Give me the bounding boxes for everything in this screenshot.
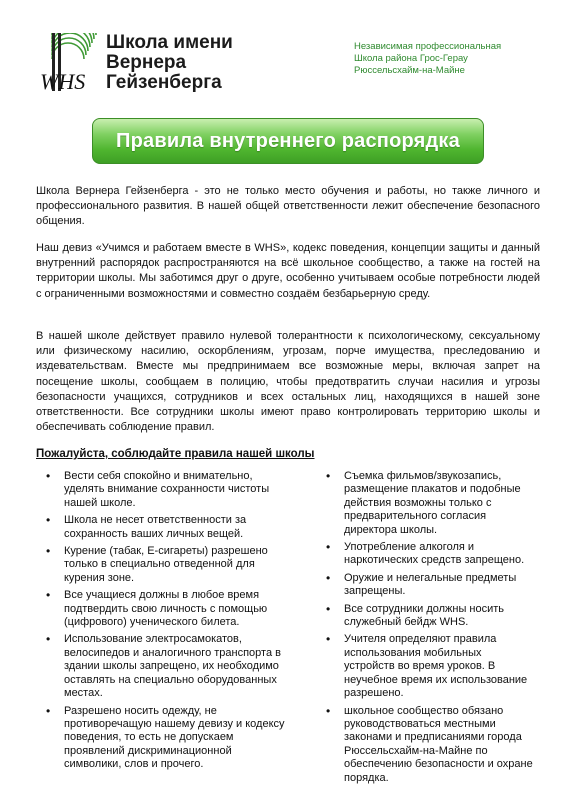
- zero-tolerance-paragraph: В нашей школе действует правило нулевой толерантности к психологическому, сексуальному или физическому насилию, оскорблениям, угрозам, порче имущества, преследованию и издевательствам. Вместе мы предпринимаем все возможные меры, включая запрет на посещение школы, сообщаем в полицию, чтобы предотвратить случаи насилия и угрозы безопасности учащихся, сотрудников и всех остальных лиц, находящихся в нашей зоне ответственности. Все сотрудники школы имеют право контролировать территорию школы и обеспечивать соблюдение правил.: [36, 330, 540, 434]
- rules-list-right: [326, 470, 534, 789]
- svg-text:WHS: WHS: [40, 69, 86, 93]
- subtitle-line-2: Школа района Грос-Герау: [354, 53, 468, 64]
- rule-item: • Курение (табак, Е-сигареты) разрешено только в специально отведенной для курения зоне.: [46, 545, 286, 585]
- rule-item: • Использование электросамокатов, велосипедов и аналогичного транспорта в здании школы запрещено, их необходимо оставлять на специально оборудованных местах.: [46, 633, 286, 700]
- school-name: [106, 33, 233, 93]
- rule-item: • Съемка фильмов/звукозапись, размещение плакатов и подобные действия возможны только с предварительного согласия директора школы.: [326, 470, 534, 537]
- rule-item: • Все учащиеся должны в любое время подтвердить свою личность с помощью (цифрового) ученического билета.: [46, 589, 286, 629]
- rule-item: • Вести себя спокойно и внимательно, уделять внимание сохранности чистоты нашей школе.: [46, 470, 286, 510]
- school-name-line-2: Вернера: [106, 52, 187, 73]
- rule-item: • Оружие и нелегальные предметы запрещены.: [326, 572, 534, 599]
- rules-list-left: [46, 470, 286, 776]
- subtitle-line-1: Независимая профессиональная: [354, 41, 502, 52]
- school-logo: [38, 33, 102, 93]
- rule-item: • Употребление алкоголя и наркотических средств запрещено.: [326, 541, 534, 568]
- page-title: Правила внутреннего распорядка: [116, 129, 460, 152]
- subtitle-line-3: Рюссельсхайм-на-Майне: [354, 65, 465, 76]
- title-banner: [92, 118, 484, 164]
- school-name-line-3: Гейзенберга: [106, 72, 222, 93]
- school-name-line-1: Школа имени: [106, 32, 233, 53]
- rule-item: • Школа не несет ответственности за сохранность ваших личных вещей.: [46, 514, 286, 541]
- school-subtitle: [354, 41, 501, 77]
- rule-item: • Все сотрудники должны носить служебный бейдж WHS.: [326, 603, 534, 630]
- rules-heading: Пожалуйста, соблюдайте правила нашей школы: [36, 448, 315, 460]
- rule-item: • Разрешено носить одежду, не противоречащую нашему девизу и кодексу поведения, то есть не допускаем проявлений дискриминационной символики, слов и прочего.: [46, 705, 286, 772]
- intro-paragraph: Школа Вернера Гейзенберга - это не только место обучения и работы, но также личного и профессионального развития. В нашей общей ответственности лежит обеспечение безопасного общения.: [36, 185, 540, 228]
- rule-item: • Учителя определяют правила использования мобильных устройств во время уроков. В неучебное время их использование разрешено.: [326, 633, 534, 700]
- rule-item: • школьное сообщество обязано руководствоваться местными законами и предписаниями города Рюссельсхайм-на-Майне по обеспечению безопасности и охране порядка.: [326, 705, 534, 785]
- motto-paragraph: Наш девиз «Учимся и работаем вместе в WHS», кодекс поведения, концепции защиты и данный внутренний распорядок распространяются на всё школьное сообщество, а также на гостей на территории школы. Мы заботимся друг о друге, особенно учитываем особые потребности людей с ограниченными возможностями и совместно создаём безбарьерную среду.: [36, 242, 540, 300]
